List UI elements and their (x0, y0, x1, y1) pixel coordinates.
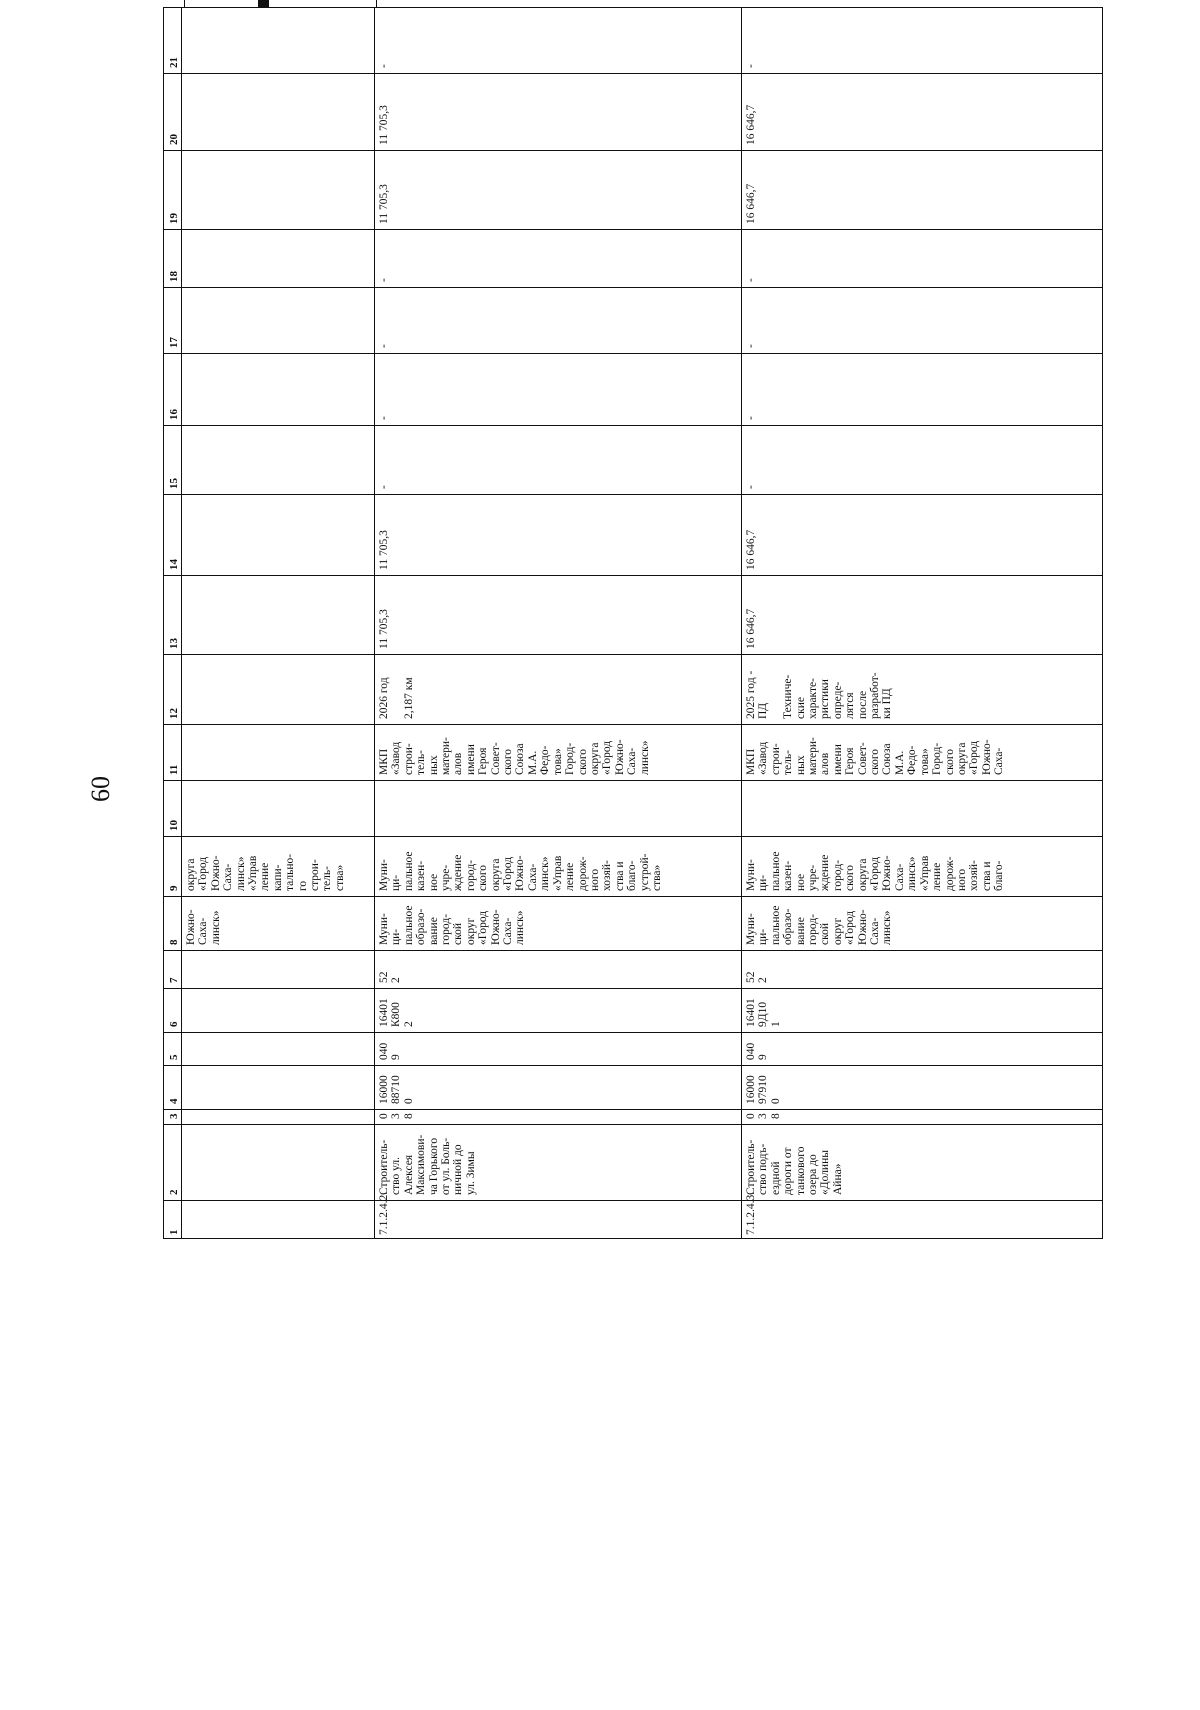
column-number-21-text: 21 (168, 57, 180, 68)
column-number-20-text: 20 (168, 134, 180, 145)
row-2-cell-21-text: - (745, 64, 757, 68)
row-2-cell-20-text: 16 646,7 (745, 104, 757, 145)
row-1-cell-14-text: 11 705,3 (378, 530, 390, 570)
row-1-cell-15 (374, 425, 741, 494)
column-number-2 (164, 1124, 181, 1200)
row-1-cell-10-text (374, 780, 741, 836)
row-divider (181, 8, 182, 1238)
row-2-cell-15 (741, 425, 1104, 494)
row-1-cell-3 (374, 1109, 741, 1124)
row-1-cell-9-text: Муни- ци- пальное казен- ное учре- ждение город- ского округа «Город Южно- Саха- линск» «Управ ление дорож- ного хозяй- ства и благо- устрой- ства» (378, 851, 663, 891)
row-1-cell-12-text: 2026 год 2,187 км (378, 677, 415, 719)
page-number: 60 (86, 776, 115, 802)
row-2-cell-18 (741, 229, 1104, 287)
row-2-cell-7-text: 52 2 (745, 971, 770, 983)
row-1-cell-18-text: - (378, 278, 390, 282)
row-2-cell-1-text: 7.1.2.4.3. (745, 1191, 757, 1235)
row-2-cell-11-text: МКП «Завод строи- тель- ных матери- алов имени Героя Совет- ского Союза М.А. Федо- това» Город- ского округа «Город Южно- Саха- (745, 737, 1006, 775)
column-number-11-text: 11 (168, 764, 180, 775)
row-1-cell-13-text: 11 705,3 (378, 609, 390, 649)
row-1-cell-7-text: 52 2 (378, 971, 403, 983)
row-1-cell-14 (374, 494, 741, 575)
row-2-cell-4-text: 16000 97910 0 (745, 1075, 782, 1104)
row-2-cell-8 (741, 896, 1104, 950)
column-number-17 (164, 287, 181, 353)
column-number-15-text: 15 (168, 478, 180, 489)
row-2-cell-16-text: - (745, 416, 757, 420)
column-number-13-text: 13 (168, 638, 180, 649)
row-1-cell-2-text: Строитель- ство ул. Алексея Максимови- ча Горького от ул. Боль- ничной до ул. Зимы (378, 1134, 477, 1195)
column-number-7-text: 7 (168, 977, 180, 983)
row-2-cell-5-text: 040 9 (745, 1042, 770, 1060)
column-number-12-text: 12 (168, 708, 180, 719)
row-2-cell-21 (741, 8, 1104, 73)
row-2-cell-18-text: - (745, 278, 757, 282)
column-number-6 (164, 988, 181, 1032)
row-2-cell-19-text: 16 646,7 (745, 183, 757, 224)
row-2-cell-6 (741, 988, 1104, 1032)
column-number-15 (164, 425, 181, 494)
column-number-13 (164, 575, 181, 654)
row-1-cell-18 (374, 229, 741, 287)
column-number-3 (164, 1109, 181, 1124)
row-1-cell-16-text: - (378, 416, 390, 420)
row-2-cell-16 (741, 353, 1104, 425)
column-number-9-text: 9 (168, 885, 180, 891)
column-number-10 (164, 780, 181, 836)
continuation-cell-8-text: Южно- Саха- линск» (185, 909, 222, 945)
row-2-cell-2-text: Строитель- ство подъ- ездной дороги от танкового озера до «Долины Айна» (745, 1139, 844, 1195)
column-number-19 (164, 150, 181, 229)
column-number-14-text: 14 (168, 559, 180, 570)
row-1-cell-9 (374, 836, 741, 896)
row-1-cell-17 (374, 287, 741, 353)
continuation-cell-9 (181, 836, 374, 896)
column-number-5 (164, 1032, 181, 1065)
continuation-cell-9-text: округа «Город Южно- Саха- линск» «Управ ление капи- тально- го строи- тель- ства» (185, 853, 346, 891)
column-number-18-text: 18 (168, 271, 180, 282)
row-1-cell-6-text: 16401 К800 2 (378, 998, 415, 1027)
row-1-cell-20-text: 11 705,3 (378, 105, 390, 145)
column-number-14 (164, 494, 181, 575)
row-2-cell-9-text: Муни- ци- пальное казен- ное учре- ждение город- ского округа «Город Южно- Саха- линск» «Управ ление дорож- ного хозяй- ства и благо- (745, 851, 1006, 891)
budget-table (163, 7, 1103, 1239)
row-1-cell-15-text: - (378, 485, 390, 489)
row-2-cell-17-text: - (745, 344, 757, 348)
column-number-7 (164, 950, 181, 988)
column-number-4 (164, 1065, 181, 1109)
column-number-9 (164, 836, 181, 896)
column-number-16-text: 16 (168, 409, 180, 420)
continuation-cell-8 (181, 896, 374, 950)
row-1-cell-3-text: 0 3 8 (378, 1113, 415, 1119)
row-1-cell-4 (374, 1065, 741, 1109)
row-2-cell-17 (741, 287, 1104, 353)
row-1-cell-8 (374, 896, 741, 950)
row-1-cell-20 (374, 73, 741, 150)
row-2-cell-3 (741, 1109, 1104, 1124)
row-2-cell-15-text: - (745, 485, 757, 489)
column-number-17-text: 17 (168, 337, 180, 348)
column-number-11 (164, 724, 181, 780)
row-1-cell-12 (374, 654, 741, 724)
row-1-cell-19 (374, 150, 741, 229)
row-2-cell-10-text (741, 780, 1104, 836)
row-2-cell-20 (741, 73, 1104, 150)
row-1-cell-6 (374, 988, 741, 1032)
row-2-cell-3-text: 0 3 8 (745, 1113, 782, 1119)
column-number-3-text: 3 (168, 1113, 180, 1119)
row-1-cell-2 (374, 1124, 741, 1200)
row-2-cell-10 (741, 780, 1104, 836)
row-2-cell-2 (741, 1124, 1104, 1200)
row-1-cell-11-text: МКП «Завод строи- тель- ных матери- алов имени Героя Совет- ского Союза М.А. Федо- това» Город- ского округа «Город Южно- Саха- линск» (378, 737, 651, 775)
column-number-8 (164, 896, 181, 950)
row-1-cell-5-text: 040 9 (378, 1042, 403, 1060)
column-number-1-text: 1 (168, 1229, 180, 1235)
row-1-cell-17-text: - (378, 344, 390, 348)
row-2-cell-9 (741, 836, 1104, 896)
column-number-18 (164, 229, 181, 287)
column-number-19-text: 19 (168, 213, 180, 224)
row-2-cell-12 (741, 654, 1104, 724)
column-number-1 (164, 1200, 181, 1240)
row-1-cell-1 (374, 1191, 741, 1240)
row-2-cell-14 (741, 494, 1104, 575)
column-number-20 (164, 73, 181, 150)
column-number-10-text: 10 (168, 820, 180, 831)
column-number-12 (164, 654, 181, 724)
column-number-21 (164, 8, 181, 73)
row-2-cell-7 (741, 950, 1104, 988)
column-number-6-text: 6 (168, 1021, 180, 1027)
row-2-cell-1 (741, 1191, 1104, 1240)
column-number-2-text: 2 (168, 1189, 180, 1195)
row-1-cell-21-text: - (378, 64, 390, 68)
column-number-5-text: 5 (168, 1054, 180, 1060)
column-number-8-text: 8 (168, 939, 180, 945)
row-2-cell-13 (741, 575, 1104, 654)
row-2-cell-6-text: 16401 9Д10 1 (745, 998, 782, 1027)
row-1-cell-4-text: 16000 88710 0 (378, 1075, 415, 1104)
row-1-cell-5 (374, 1032, 741, 1065)
row-2-cell-12-text: 2025 год - ПД Техниче- ские характе- ристики опреде- лятся после разработ- ки ПД (745, 670, 894, 719)
row-1-cell-19-text: 11 705,3 (378, 184, 390, 224)
row-1-cell-16 (374, 353, 741, 425)
row-2-cell-14-text: 16 646,7 (745, 529, 757, 570)
row-1-cell-1-text: 7.1.2.4.2. (378, 1191, 390, 1235)
column-number-16 (164, 353, 181, 425)
row-1-cell-21 (374, 8, 741, 73)
row-2-cell-5 (741, 1032, 1104, 1065)
row-2-cell-19 (741, 150, 1104, 229)
row-2-cell-8-text: Муни- ци- пальное образо- вание город- ской округ «Город Южно- Саха- линск» (745, 905, 894, 945)
column-number-4-text: 4 (168, 1098, 180, 1104)
row-1-cell-11 (374, 724, 741, 780)
row-2-cell-4 (741, 1065, 1104, 1109)
row-1-cell-7 (374, 950, 741, 988)
row-1-cell-13 (374, 575, 741, 654)
scan-mark-top (258, 0, 269, 7)
row-1-cell-10 (374, 780, 741, 836)
row-2-cell-11 (741, 724, 1104, 780)
row-2-cell-13-text: 16 646,7 (745, 608, 757, 649)
row-1-cell-8-text: Муни- ци- пальное образо- вание город- ской округ «Город Южно- Саха- линск» (378, 905, 527, 945)
